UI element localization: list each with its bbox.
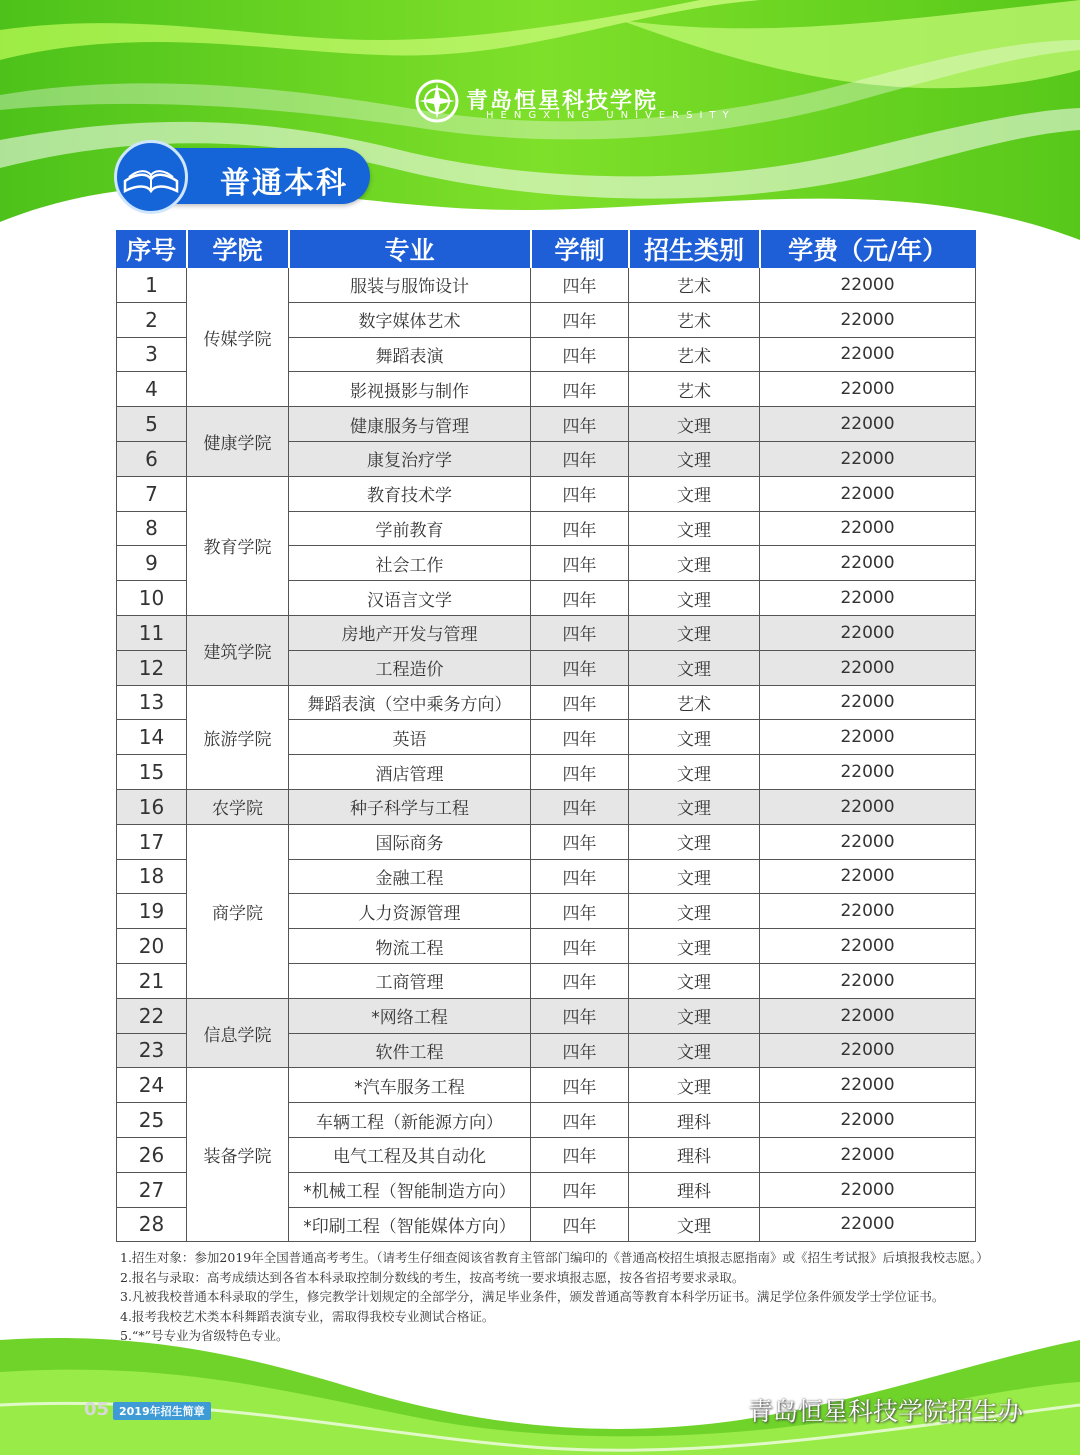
- major-name: 金融工程: [289, 859, 531, 894]
- admission-category: 艺术: [629, 337, 760, 372]
- duration: 四年: [531, 1172, 629, 1207]
- row-seq: 1: [117, 268, 187, 303]
- table-body: [117, 268, 976, 1242]
- table-row: [117, 998, 976, 1033]
- duration: 四年: [531, 546, 629, 581]
- duration: 四年: [531, 302, 629, 337]
- tuition-fee: 22000: [760, 441, 976, 476]
- duration: 四年: [531, 337, 629, 372]
- major-name: 电气工程及其自动化: [289, 1137, 531, 1172]
- admission-category: 文理: [629, 824, 760, 859]
- note-item: 1.招生对象：参加2019年全国普通高考考生。（请考生仔细查阅该省教育主管部门编印的《普通高校招生填报志愿指南》或《招生考试报》后填报我校志愿。）: [120, 1250, 989, 1265]
- duration: 四年: [531, 894, 629, 929]
- tuition-fee: 22000: [760, 546, 976, 581]
- admission-category: 文理: [629, 476, 760, 511]
- college-name: 建筑学院: [187, 615, 289, 685]
- tuition-fee: 22000: [760, 1137, 976, 1172]
- row-seq: 12: [117, 650, 187, 685]
- major-name: 教育技术学: [289, 476, 531, 511]
- tuition-fee: 22000: [760, 824, 976, 859]
- major-name: 房地产开发与管理: [289, 615, 531, 650]
- major-name: *印刷工程（智能媒体方向）: [289, 1207, 531, 1242]
- major-name: 物流工程: [289, 929, 531, 964]
- major-name: 数字媒体艺术: [289, 302, 531, 337]
- table-row: [117, 615, 976, 650]
- header-category: 招生类别: [629, 231, 760, 268]
- major-name: 车辆工程（新能源方向）: [289, 1103, 531, 1138]
- major-name: 服装与服饰设计: [289, 268, 531, 303]
- major-name: 社会工作: [289, 546, 531, 581]
- header-seq: 序号: [117, 231, 187, 268]
- row-seq: 25: [117, 1103, 187, 1138]
- admission-category: 文理: [629, 755, 760, 790]
- duration: 四年: [531, 615, 629, 650]
- tuition-fee: 22000: [760, 755, 976, 790]
- row-seq: 8: [117, 511, 187, 546]
- admission-notes: [120, 1248, 1000, 1346]
- row-seq: 23: [117, 1033, 187, 1068]
- row-seq: 24: [117, 1068, 187, 1103]
- duration: 四年: [531, 511, 629, 546]
- duration: 四年: [531, 268, 629, 303]
- duration: 四年: [531, 476, 629, 511]
- school-name-cn: 青岛恒星科技学院: [466, 88, 659, 114]
- admission-category: 文理: [629, 929, 760, 964]
- admission-category: 文理: [629, 1068, 760, 1103]
- note-item: 4.报考我校艺术类本科舞蹈表演专业，需取得我校专业测试合格证。: [120, 1308, 495, 1324]
- duration: 四年: [531, 1068, 629, 1103]
- major-name: 学前教育: [289, 511, 531, 546]
- major-name: 国际商务: [289, 824, 531, 859]
- row-seq: 20: [117, 929, 187, 964]
- table-row: [117, 407, 976, 442]
- row-seq: 9: [117, 546, 187, 581]
- row-seq: 28: [117, 1207, 187, 1242]
- header-college: 学院: [187, 231, 289, 268]
- duration: 四年: [531, 650, 629, 685]
- major-name: 酒店管理: [289, 755, 531, 790]
- admission-category: 理科: [629, 1137, 760, 1172]
- row-seq: 13: [117, 685, 187, 720]
- duration: 四年: [531, 789, 629, 824]
- tuition-fee: 22000: [760, 511, 976, 546]
- row-seq: 6: [117, 441, 187, 476]
- college-name: 教育学院: [187, 476, 289, 615]
- tuition-fee: 22000: [760, 720, 976, 755]
- tuition-fee: 22000: [760, 650, 976, 685]
- tuition-fee: 22000: [760, 337, 976, 372]
- major-name: 软件工程: [289, 1033, 531, 1068]
- major-name: 工程造价: [289, 650, 531, 685]
- major-name: 康复治疗学: [289, 441, 531, 476]
- row-seq: 7: [117, 476, 187, 511]
- major-name: 舞蹈表演（空中乘务方向）: [289, 685, 531, 720]
- admission-category: 理科: [629, 1172, 760, 1207]
- duration: 四年: [531, 859, 629, 894]
- duration: 四年: [531, 755, 629, 790]
- row-seq: 11: [117, 615, 187, 650]
- table-row: [117, 476, 976, 511]
- tuition-fee: 22000: [760, 929, 976, 964]
- major-name: *汽车服务工程: [289, 1068, 531, 1103]
- duration: 四年: [531, 372, 629, 407]
- duration: 四年: [531, 929, 629, 964]
- duration: 四年: [531, 407, 629, 442]
- college-name: 传媒学院: [187, 268, 289, 407]
- section-icon-badge: [114, 140, 188, 214]
- duration: 四年: [531, 1137, 629, 1172]
- admission-category: 文理: [629, 441, 760, 476]
- note-item: 2.报名与录取：高考成绩达到各省本科录取控制分数线的考生，按高考统一要求填报志愿，按各省招考要求录取。: [120, 1269, 745, 1285]
- note-item: 3.凡被我校普通本科录取的学生，修完教学计划规定的全部学分，满足毕业条件，颁发普通高等教育本科学历证书。满足学位条件颁发学士学位证书。: [120, 1289, 945, 1305]
- table-row: [117, 268, 976, 303]
- tuition-fee: 22000: [760, 581, 976, 616]
- tuition-fee: 22000: [760, 963, 976, 998]
- brochure-tag: 2019年招生简章: [113, 1402, 211, 1420]
- header-fee: 学费（元/年）: [760, 231, 976, 268]
- duration: 四年: [531, 441, 629, 476]
- row-seq: 15: [117, 755, 187, 790]
- tuition-fee: 22000: [760, 789, 976, 824]
- admission-category: 文理: [629, 720, 760, 755]
- table-header-row: [117, 231, 976, 268]
- page-number: 05: [84, 1399, 110, 1420]
- tuition-fee: 22000: [760, 1207, 976, 1242]
- tuition-fee: 22000: [760, 1103, 976, 1138]
- college-name: 农学院: [187, 789, 289, 824]
- major-name: 人力资源管理: [289, 894, 531, 929]
- admission-category: 文理: [629, 1033, 760, 1068]
- header-duration: 学制: [531, 231, 629, 268]
- college-name: 旅游学院: [187, 685, 289, 789]
- admission-category: 文理: [629, 859, 760, 894]
- row-seq: 26: [117, 1137, 187, 1172]
- duration: 四年: [531, 1207, 629, 1242]
- admission-category: 文理: [629, 581, 760, 616]
- college-name: 健康学院: [187, 407, 289, 477]
- major-name: 健康服务与管理: [289, 407, 531, 442]
- row-seq: 14: [117, 720, 187, 755]
- tuition-fee: 22000: [760, 685, 976, 720]
- duration: 四年: [531, 720, 629, 755]
- duration: 四年: [531, 963, 629, 998]
- admission-category: 艺术: [629, 372, 760, 407]
- wechat-icon: [702, 1394, 742, 1424]
- note-item: 5.“*”号专业为省级特色专业。: [120, 1328, 289, 1344]
- row-seq: 2: [117, 302, 187, 337]
- admission-category: 文理: [629, 894, 760, 929]
- major-name: 种子科学与工程: [289, 789, 531, 824]
- row-seq: 19: [117, 894, 187, 929]
- table-row: [117, 685, 976, 720]
- major-name: 英语: [289, 720, 531, 755]
- admission-category: 文理: [629, 407, 760, 442]
- university-logo: [414, 78, 736, 128]
- tuition-fee: 22000: [760, 1068, 976, 1103]
- admission-category: 文理: [629, 789, 760, 824]
- watermark-text: 青岛恒星科技学院招生办: [748, 1397, 1024, 1426]
- admission-category: 文理: [629, 650, 760, 685]
- row-seq: 18: [117, 859, 187, 894]
- tuition-fee: 22000: [760, 615, 976, 650]
- row-seq: 5: [117, 407, 187, 442]
- section-header: [118, 148, 370, 204]
- admission-category: 文理: [629, 615, 760, 650]
- row-seq: 22: [117, 998, 187, 1033]
- duration: 四年: [531, 1103, 629, 1138]
- school-name-en: HENGXING UNIVERSITY: [486, 110, 736, 121]
- row-seq: 27: [117, 1172, 187, 1207]
- row-seq: 10: [117, 581, 187, 616]
- admission-category: 艺术: [629, 302, 760, 337]
- college-name: 信息学院: [187, 998, 289, 1068]
- admission-category: 文理: [629, 998, 760, 1033]
- major-name: 工商管理: [289, 963, 531, 998]
- table-row: [117, 824, 976, 859]
- tuition-fee: 22000: [760, 859, 976, 894]
- admission-category: 文理: [629, 546, 760, 581]
- admission-category: 文理: [629, 511, 760, 546]
- college-name: 装备学院: [187, 1068, 289, 1242]
- tuition-fee: 22000: [760, 998, 976, 1033]
- major-name: 汉语言文学: [289, 581, 531, 616]
- admission-category: 艺术: [629, 268, 760, 303]
- table-row: [117, 789, 976, 824]
- major-name: 舞蹈表演: [289, 337, 531, 372]
- admission-category: 艺术: [629, 685, 760, 720]
- university-emblem-icon: [414, 78, 460, 124]
- tuition-fee: 22000: [760, 268, 976, 303]
- major-name: *网络工程: [289, 998, 531, 1033]
- duration: 四年: [531, 685, 629, 720]
- row-seq: 3: [117, 337, 187, 372]
- duration: 四年: [531, 581, 629, 616]
- row-seq: 16: [117, 789, 187, 824]
- tuition-fee: 22000: [760, 476, 976, 511]
- major-name: 影视摄影与制作: [289, 372, 531, 407]
- table-row: [117, 1068, 976, 1103]
- section-title: 普通本科: [220, 166, 348, 201]
- tuition-fee: 22000: [760, 894, 976, 929]
- tuition-fee: 22000: [760, 1033, 976, 1068]
- row-seq: 21: [117, 963, 187, 998]
- header-major: 专业: [289, 231, 531, 268]
- tuition-fee: 22000: [760, 407, 976, 442]
- open-book-icon: [117, 143, 185, 211]
- duration: 四年: [531, 1033, 629, 1068]
- tuition-fee: 22000: [760, 1172, 976, 1207]
- college-name: 商学院: [187, 824, 289, 998]
- major-name: *机械工程（智能制造方向）: [289, 1172, 531, 1207]
- duration: 四年: [531, 824, 629, 859]
- majors-table: [116, 230, 976, 1242]
- tuition-fee: 22000: [760, 302, 976, 337]
- admission-category: 理科: [629, 1103, 760, 1138]
- tuition-fee: 22000: [760, 372, 976, 407]
- duration: 四年: [531, 998, 629, 1033]
- admission-category: 文理: [629, 1207, 760, 1242]
- admission-category: 文理: [629, 963, 760, 998]
- row-seq: 4: [117, 372, 187, 407]
- row-seq: 17: [117, 824, 187, 859]
